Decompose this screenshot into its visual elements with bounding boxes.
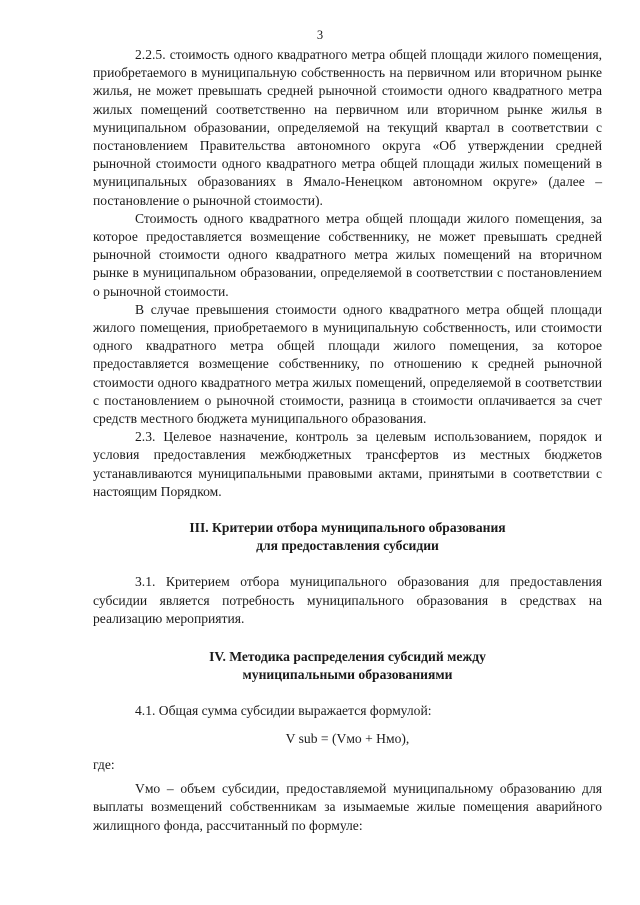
paragraph-3-1: 3.1. Критерием отбора муниципального образования для предоставления субсидии является потребность муниципального образования в средствах на реализацию мероприятия. — [93, 574, 602, 626]
section-3-heading-line2: для предоставления субсидии — [256, 538, 439, 554]
section-4-heading-line1: IV. Методика распределения субсидий между — [209, 649, 486, 665]
section-3-heading — [93, 519, 602, 555]
paragraph-2-3: 2.3. Целевое назначение, контроль за целевым использованием, порядок и условия предоставления межбюджетных трансфертов из местных бюджетов устанавливаются муниципальными правовыми актами, принятыми в соответствии с настоящим Порядком. — [93, 429, 602, 499]
paragraph-vmo-definition: Vмо – объем субсидии, предоставляемой муниципальному образованию для выплаты возмещений собственникам за изымаемые жилые помещения аварийного жилищного фонда, рассчитанный по формуле: — [93, 781, 602, 833]
document-body — [93, 46, 602, 835]
paragraph-4-1: 4.1. Общая сумма субсидии выражается формулой: — [135, 702, 432, 718]
paragraph-cost-compensation: Стоимость одного квадратного метра общей площади жилого помещения, за которое предоставляется возмещение собственнику, не может превышать средней рыночной стоимости одного квадратного метра жилых помещений на вторичном рынке в муниципальном образовании, определяемой в соответствии с постановлением о рыночной стоимости. — [93, 210, 602, 299]
page-number: 3 — [316, 28, 324, 42]
section-4-heading — [93, 648, 602, 684]
section-3-heading-line1: III. Критерии отбора муниципального образования — [189, 520, 506, 536]
paragraph-cost-excess: В случае превышения стоимости одного квадратного метра общей площади жилого помещения, приобретаемого в муниципальную собственность, или стоимости одного квадратного метра общей площади жилого помещения, за которое предоставляется возмещение собственнику, по отношению к средней рыночной стоимости одного квадратного метра жилых помещений, определяемой в соответствии с постановлением о рыночной стоимости, разница в стоимости оплачивается за счет средств местного бюджета муниципального образования. — [93, 301, 602, 427]
paragraph-2-2-5: 2.2.5. стоимость одного квадратного метра общей площади жилого помещения, приобретаемого в муниципальную собственность на первичном или вторичном рынке жилья, не может превышать средней рыночной стоимости одного квадратного метра жилых помещений соответственно на первичном или вторичном рынке жилья в муниципальном образовании, определяемой на текущий квартал в соответствии с постановлением Правительства автономного округа «Об утверждении средней рыночной стоимости одного квадратного метра общей площади жилых помещений в муниципальных образованиях в Ямало-Ненецком автономном округе» (далее – постановление о рыночной стоимости). — [93, 47, 602, 208]
section-4-heading-line2: муниципальными образованиями — [242, 667, 453, 683]
formula-v-sub: V sub = (Vмо + Нмо), — [285, 730, 410, 746]
where-label: где: — [93, 756, 115, 772]
